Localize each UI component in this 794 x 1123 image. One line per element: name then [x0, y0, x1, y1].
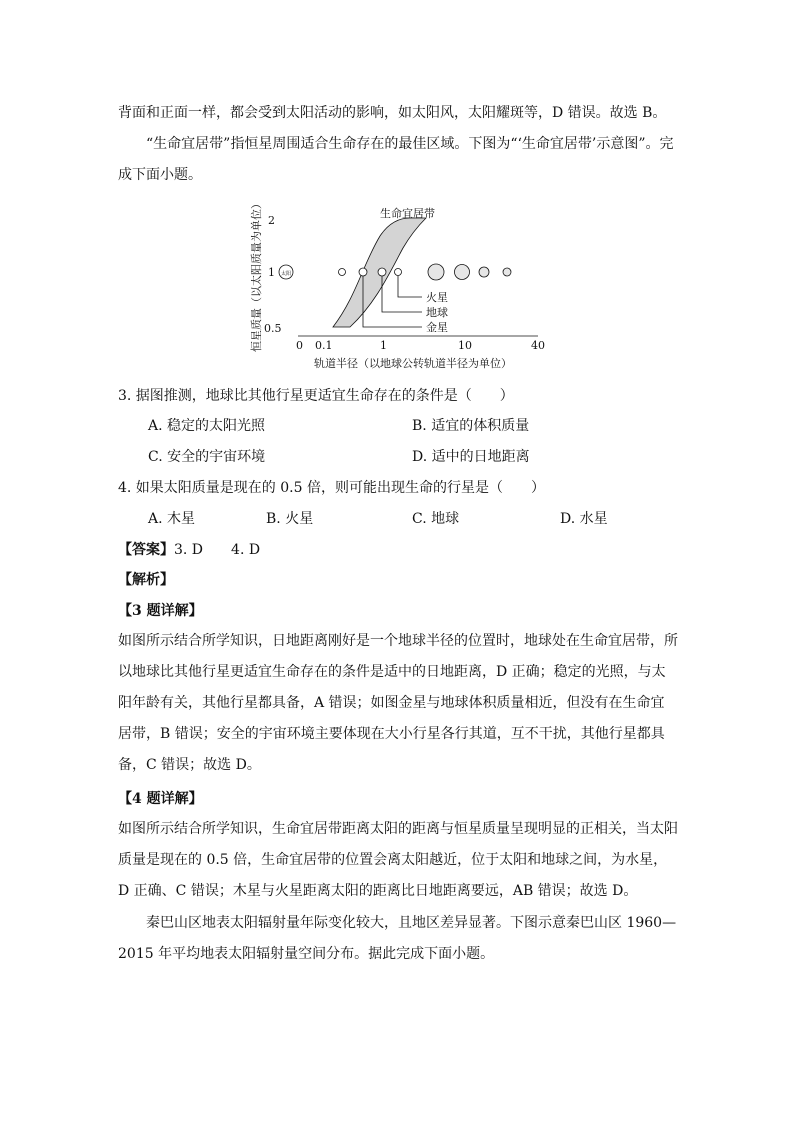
x-tick-40: 40 [531, 339, 545, 352]
q3-option-d[interactable]: D. 适中的日地距离 [412, 449, 530, 465]
band-label: 生命宜居带 [380, 207, 435, 220]
q3-detail-label: 【3 题详解】 [118, 603, 203, 619]
answer-label: 【答案】 [118, 542, 174, 558]
uranus-marker [479, 267, 489, 277]
jupiter-marker [428, 264, 444, 280]
q4-option-a[interactable]: A. 木星 [148, 511, 196, 527]
passage-habitable-zone: “生命宜居带”指恒星周围适合生命存在的最佳区域。下图为“‘生命宜居带’示意图”。完成下面小题。 [118, 136, 674, 183]
q3-option-a[interactable]: A. 稳定的太阳光照 [148, 418, 266, 434]
x-tick-1: 1 [380, 339, 387, 352]
q4-option-d[interactable]: D. 水星 [560, 511, 608, 527]
venus-label: 金星 [426, 321, 448, 334]
q4-option-b[interactable]: B. 火星 [266, 511, 314, 527]
x-tick-10: 10 [458, 339, 472, 352]
y-tick-2: 2 [268, 214, 275, 227]
sun-label: 太阳 [281, 271, 292, 277]
q4-stem: 4. 如果太阳质量是现在的 0.5 倍，则可能出现生命的行星是（ ） [118, 480, 545, 496]
mars-marker [395, 269, 402, 276]
x-tick-0.1: 0.1 [315, 339, 333, 352]
earth-leader [382, 276, 422, 312]
saturn-marker [455, 265, 470, 280]
earth-label: 地球 [426, 306, 448, 319]
mars-leader [398, 276, 422, 297]
venus-marker [359, 268, 367, 276]
analysis-label: 【解析】 [118, 572, 174, 588]
mars-label: 火星 [426, 291, 448, 304]
y-tick-0.5: 0.5 [264, 322, 282, 335]
q4-detail-text: 如图所示结合所学知识，生命宜居带距离太阳的距离与恒星质量呈现明显的正相关，当太阳质量是现在的 0.5 倍，生命宜居带的位置会离太阳越近，位于太阳和地球之间，为水星，D 正确、C 错误；木星与火星距离太阳的距离比日地距离要远，AB 错误；故选 D。 [118, 821, 678, 899]
intro-line: 背面和正面一样，都会受到太阳活动的影响，如太阳风，太阳耀斑等，D 错误。故选 B。 [118, 105, 667, 121]
habitable-zone-figure [238, 196, 558, 374]
q4-option-c[interactable]: C. 地球 [412, 511, 460, 527]
y-tick-1: 1 [268, 266, 275, 279]
earth-marker [378, 268, 386, 276]
passage-qinba: 秦巴山区地表太阳辐射量年际变化较大，且地区差异显著。下图示意秦巴山区 1960—2015 年平均地表太阳辐射量空间分布。据此完成下面小题。 [118, 915, 677, 962]
mercury-marker [339, 269, 346, 276]
answer-text: 3. D 4. D [174, 542, 261, 558]
neptune-marker [503, 268, 511, 276]
q3-option-b[interactable]: B. 适宜的体积质量 [412, 418, 530, 434]
x-tick-0: 0 [296, 339, 303, 352]
x-axis-label: 轨道半径（以地球公转轨道半径为单位） [314, 357, 512, 370]
y-axis-label: 恒星质量（以太阳质量为单位） [250, 198, 263, 352]
q3-option-c[interactable]: C. 安全的宇宙环境 [148, 449, 266, 465]
q4-detail-label: 【4 题详解】 [118, 791, 203, 807]
q3-stem: 3. 据图推测，地球比其他行星更适宜生命存在的条件是（ ） [118, 388, 514, 404]
answer-line [118, 540, 260, 560]
q3-detail-text: 如图所示结合所学知识，日地距离刚好是一个地球半径的位置时，地球处在生命宜居带，所以地球比其他行星更适宜生命存在的条件是适中的日地距离，D 正确；稳定的光照，与太阳年龄有关，其他行星都具备，A 错误；如图金星与地球体积质量相近，但没有在生命宜居带，B 错误；安全的宇宙环境主要体现在大小行星各行其道，互不干扰，其他行星都具备，C 错误；故选 D。 [118, 633, 678, 773]
